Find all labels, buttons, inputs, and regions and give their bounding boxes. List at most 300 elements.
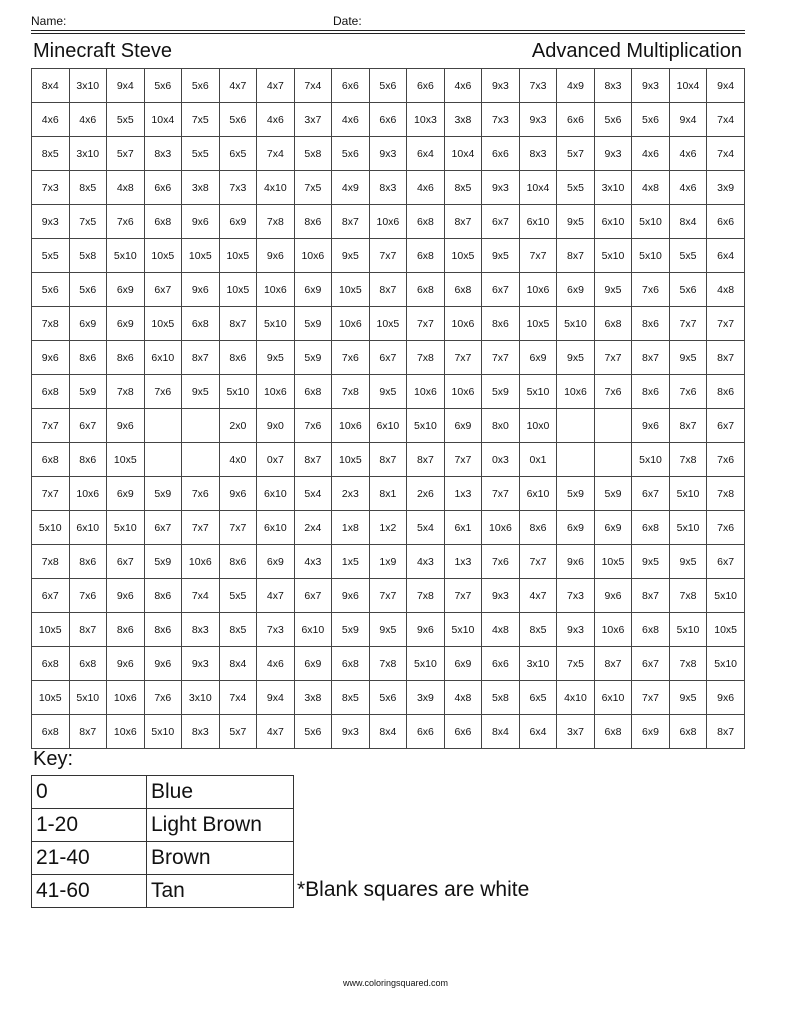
grid-row xyxy=(32,137,745,171)
grid-row xyxy=(32,239,745,273)
grid-cell: 9x3 xyxy=(369,137,407,171)
grid-cell: 7x6 xyxy=(482,545,520,579)
grid-cell: 0x7 xyxy=(257,443,295,477)
grid-cell: 6x7 xyxy=(107,545,145,579)
grid-cell: 4x10 xyxy=(257,171,295,205)
grid-row xyxy=(32,375,745,409)
grid-cell: 0x1 xyxy=(519,443,557,477)
color-key xyxy=(31,775,294,908)
grid-cell: 9x6 xyxy=(107,409,145,443)
grid-cell: 9x6 xyxy=(632,409,670,443)
key-range: 1-20 xyxy=(32,809,147,842)
grid-cell: 5x6 xyxy=(69,273,107,307)
grid-cell: 6x7 xyxy=(482,273,520,307)
grid-cell: 5x8 xyxy=(294,137,332,171)
grid-cell: 5x10 xyxy=(407,647,445,681)
grid-cell: 9x3 xyxy=(182,647,220,681)
grid-cell: 6x7 xyxy=(69,409,107,443)
grid-cell xyxy=(144,409,182,443)
grid-cell: 6x10 xyxy=(257,511,295,545)
grid-row xyxy=(32,443,745,477)
grid-cell: 3x9 xyxy=(407,681,445,715)
grid-cell: 6x10 xyxy=(369,409,407,443)
grid-cell: 6x9 xyxy=(107,307,145,341)
grid-cell: 7x6 xyxy=(707,511,745,545)
grid-cell: 6x7 xyxy=(369,341,407,375)
grid-cell: 6x9 xyxy=(69,307,107,341)
grid-cell: 10x6 xyxy=(444,307,482,341)
grid-cell: 9x4 xyxy=(257,681,295,715)
grid-cell: 3x10 xyxy=(594,171,632,205)
header-rule-top xyxy=(31,30,745,31)
grid-cell: 5x10 xyxy=(557,307,595,341)
grid-cell: 7x7 xyxy=(444,443,482,477)
grid-cell: 7x8 xyxy=(669,579,707,613)
grid-cell: 4x7 xyxy=(257,715,295,749)
grid-cell: 10x6 xyxy=(107,681,145,715)
grid-cell: 7x3 xyxy=(557,579,595,613)
grid-cell: 8x3 xyxy=(594,69,632,103)
grid-cell: 4x8 xyxy=(707,273,745,307)
header-rule-bottom xyxy=(31,33,745,34)
grid-cell: 8x7 xyxy=(669,409,707,443)
grid-cell: 7x6 xyxy=(144,375,182,409)
grid-cell: 7x4 xyxy=(707,103,745,137)
key-row xyxy=(32,842,294,875)
grid-cell: 7x8 xyxy=(669,443,707,477)
grid-cell: 6x8 xyxy=(407,239,445,273)
grid-cell: 5x10 xyxy=(107,239,145,273)
grid-cell: 9x3 xyxy=(482,69,520,103)
grid-cell: 7x6 xyxy=(144,681,182,715)
grid-cell: 9x5 xyxy=(332,239,370,273)
grid-cell: 10x5 xyxy=(594,545,632,579)
grid-cell: 8x6 xyxy=(107,341,145,375)
grid-cell: 7x6 xyxy=(707,443,745,477)
grid-cell: 5x6 xyxy=(669,273,707,307)
grid-cell xyxy=(557,409,595,443)
grid-cell: 5x10 xyxy=(632,239,670,273)
grid-cell: 8x6 xyxy=(69,341,107,375)
grid-cell: 6x9 xyxy=(219,205,257,239)
grid-cell: 10x0 xyxy=(519,409,557,443)
grid-cell: 5x10 xyxy=(669,613,707,647)
grid-cell: 6x8 xyxy=(594,715,632,749)
grid-cell: 7x4 xyxy=(219,681,257,715)
grid-cell: 6x6 xyxy=(144,171,182,205)
grid-cell: 5x5 xyxy=(669,239,707,273)
grid-cell: 6x10 xyxy=(519,205,557,239)
grid-cell: 6x5 xyxy=(219,137,257,171)
grid-cell: 8x4 xyxy=(219,647,257,681)
grid-cell: 4x6 xyxy=(32,103,70,137)
grid-cell: 10x5 xyxy=(519,307,557,341)
grid-cell: 6x6 xyxy=(407,715,445,749)
grid-row xyxy=(32,681,745,715)
grid-cell: 5x9 xyxy=(144,545,182,579)
grid-cell: 1x3 xyxy=(444,477,482,511)
grid-cell: 10x6 xyxy=(332,409,370,443)
grid-cell: 5x9 xyxy=(69,375,107,409)
grid-cell: 6x4 xyxy=(407,137,445,171)
grid-cell: 10x6 xyxy=(257,273,295,307)
grid-cell: 3x10 xyxy=(69,69,107,103)
grid-cell: 7x8 xyxy=(32,307,70,341)
grid-cell: 5x10 xyxy=(632,443,670,477)
grid-cell: 5x9 xyxy=(294,341,332,375)
grid-cell xyxy=(594,443,632,477)
grid-cell: 9x3 xyxy=(482,171,520,205)
grid-cell: 7x6 xyxy=(107,205,145,239)
grid-cell: 9x5 xyxy=(669,341,707,375)
grid-cell: 5x9 xyxy=(144,477,182,511)
multiplication-grid xyxy=(31,68,745,749)
grid-cell: 9x6 xyxy=(32,341,70,375)
grid-cell: 6x9 xyxy=(294,273,332,307)
grid-row xyxy=(32,477,745,511)
grid-cell: 8x6 xyxy=(519,511,557,545)
grid-cell: 5x5 xyxy=(219,579,257,613)
grid-cell: 6x6 xyxy=(444,715,482,749)
grid-cell: 10x5 xyxy=(219,239,257,273)
grid-cell: 5x9 xyxy=(557,477,595,511)
name-label: Name: xyxy=(31,14,67,28)
grid-cell: 7x5 xyxy=(182,103,220,137)
grid-cell: 7x7 xyxy=(182,511,220,545)
grid-cell: 10x5 xyxy=(332,273,370,307)
grid-cell: 9x6 xyxy=(182,205,220,239)
grid-cell: 7x7 xyxy=(669,307,707,341)
grid-cell: 8x5 xyxy=(444,171,482,205)
grid-cell: 8x7 xyxy=(407,443,445,477)
key-range: 41-60 xyxy=(32,875,147,908)
grid-cell: 10x6 xyxy=(482,511,520,545)
grid-row xyxy=(32,579,745,613)
grid-cell: 4x7 xyxy=(257,69,295,103)
grid-cell: 9x3 xyxy=(519,103,557,137)
grid-cell: 7x7 xyxy=(32,409,70,443)
grid-cell: 7x6 xyxy=(594,375,632,409)
grid-cell: 9x4 xyxy=(707,69,745,103)
grid-cell: 4x6 xyxy=(257,647,295,681)
grid-row xyxy=(32,409,745,443)
grid-cell: 9x6 xyxy=(144,647,182,681)
grid-cell: 9x3 xyxy=(557,613,595,647)
grid-cell: 4x8 xyxy=(632,171,670,205)
grid-cell: 9x3 xyxy=(332,715,370,749)
grid-cell: 6x7 xyxy=(294,579,332,613)
grid-cell: 6x8 xyxy=(407,205,445,239)
grid-cell: 3x8 xyxy=(294,681,332,715)
subject-title: Advanced Multiplication xyxy=(531,40,742,62)
grid-cell: 7x3 xyxy=(257,613,295,647)
key-color: Brown xyxy=(147,842,294,875)
grid-cell: 7x8 xyxy=(107,375,145,409)
grid-cell: 5x10 xyxy=(219,375,257,409)
grid-cell: 5x10 xyxy=(669,511,707,545)
grid-cell: 5x6 xyxy=(219,103,257,137)
grid-row xyxy=(32,205,745,239)
grid-cell: 5x6 xyxy=(32,273,70,307)
grid-cell: 8x7 xyxy=(69,613,107,647)
grid-cell: 8x7 xyxy=(294,443,332,477)
grid-cell: 5x10 xyxy=(594,239,632,273)
grid-cell: 6x5 xyxy=(519,681,557,715)
grid-cell: 9x5 xyxy=(482,239,520,273)
grid-cell: 10x3 xyxy=(407,103,445,137)
grid-cell: 4x6 xyxy=(669,137,707,171)
grid-cell: 9x3 xyxy=(594,137,632,171)
grid-cell: 7x8 xyxy=(369,647,407,681)
grid-cell: 10x5 xyxy=(32,613,70,647)
grid-cell: 6x8 xyxy=(669,715,707,749)
grid-cell: 6x8 xyxy=(69,647,107,681)
grid-cell: 4x9 xyxy=(557,69,595,103)
grid-cell: 5x6 xyxy=(632,103,670,137)
grid-row xyxy=(32,545,745,579)
blank-squares-note: *Blank squares are white xyxy=(297,878,530,901)
grid-cell: 6x9 xyxy=(444,647,482,681)
grid-cell: 5x6 xyxy=(294,715,332,749)
grid-cell: 3x10 xyxy=(69,137,107,171)
grid-cell: 7x6 xyxy=(294,409,332,443)
grid-cell: 6x9 xyxy=(294,647,332,681)
grid-cell: 9x6 xyxy=(332,579,370,613)
grid-cell: 10x5 xyxy=(444,239,482,273)
grid-cell: 6x7 xyxy=(32,579,70,613)
grid-cell: 8x7 xyxy=(707,715,745,749)
grid-cell: 8x7 xyxy=(557,239,595,273)
grid-cell: 7x7 xyxy=(632,681,670,715)
grid-cell: 9x5 xyxy=(369,375,407,409)
grid-cell: 5x9 xyxy=(332,613,370,647)
grid-cell: 5x7 xyxy=(107,137,145,171)
grid-cell: 7x3 xyxy=(32,171,70,205)
grid-cell: 7x3 xyxy=(519,69,557,103)
grid-cell: 4x7 xyxy=(219,69,257,103)
grid-cell: 6x10 xyxy=(144,341,182,375)
grid-cell: 9x5 xyxy=(557,205,595,239)
grid-cell: 6x8 xyxy=(407,273,445,307)
grid-cell: 5x9 xyxy=(294,307,332,341)
grid-cell: 8x5 xyxy=(332,681,370,715)
grid-cell: 6x8 xyxy=(182,307,220,341)
grid-cell: 6x6 xyxy=(407,69,445,103)
grid-cell: 10x5 xyxy=(332,443,370,477)
key-range: 0 xyxy=(32,776,147,809)
grid-cell: 10x4 xyxy=(519,171,557,205)
grid-cell: 5x6 xyxy=(182,69,220,103)
grid-cell: 7x8 xyxy=(257,205,295,239)
grid-cell: 7x7 xyxy=(482,341,520,375)
grid-cell: 6x6 xyxy=(482,647,520,681)
grid-cell: 6x8 xyxy=(594,307,632,341)
grid-cell xyxy=(182,443,220,477)
grid-cell: 8x6 xyxy=(707,375,745,409)
key-label: Key: xyxy=(33,748,74,770)
grid-cell: 6x6 xyxy=(332,69,370,103)
grid-cell: 7x5 xyxy=(294,171,332,205)
grid-cell: 9x6 xyxy=(257,239,295,273)
grid-cell: 6x9 xyxy=(519,341,557,375)
grid-cell: 4x8 xyxy=(107,171,145,205)
grid-cell: 9x5 xyxy=(632,545,670,579)
grid-cell: 5x10 xyxy=(107,511,145,545)
grid-cell: 3x10 xyxy=(182,681,220,715)
grid-cell: 9x4 xyxy=(669,103,707,137)
grid-cell: 7x6 xyxy=(69,579,107,613)
grid-cell: 8x6 xyxy=(144,579,182,613)
grid-cell: 6x7 xyxy=(707,545,745,579)
grid-cell: 8x4 xyxy=(369,715,407,749)
grid-cell: 8x6 xyxy=(144,613,182,647)
grid-cell: 7x3 xyxy=(219,171,257,205)
grid-cell: 6x6 xyxy=(557,103,595,137)
grid-cell: 5x10 xyxy=(144,715,182,749)
grid-cell: 10x6 xyxy=(182,545,220,579)
grid-cell: 6x7 xyxy=(632,647,670,681)
key-range: 21-40 xyxy=(32,842,147,875)
grid-cell: 7x8 xyxy=(407,341,445,375)
grid-cell: 7x6 xyxy=(669,375,707,409)
grid-cell: 7x6 xyxy=(632,273,670,307)
key-row xyxy=(32,809,294,842)
grid-cell: 7x5 xyxy=(557,647,595,681)
grid-cell: 10x5 xyxy=(707,613,745,647)
grid-cell: 6x6 xyxy=(707,205,745,239)
grid-cell: 9x5 xyxy=(669,681,707,715)
grid-cell: 8x4 xyxy=(669,205,707,239)
grid-cell: 1x9 xyxy=(369,545,407,579)
grid-cell: 9x6 xyxy=(219,477,257,511)
grid-cell: 7x7 xyxy=(707,307,745,341)
grid-cell: 6x8 xyxy=(632,613,670,647)
grid-cell: 6x8 xyxy=(32,647,70,681)
grid-cell: 10x6 xyxy=(444,375,482,409)
grid-cell: 6x8 xyxy=(632,511,670,545)
grid-cell: 6x8 xyxy=(32,443,70,477)
grid-cell: 7x3 xyxy=(482,103,520,137)
grid-cell: 6x9 xyxy=(444,409,482,443)
grid-cell: 5x6 xyxy=(594,103,632,137)
grid-cell: 7x7 xyxy=(32,477,70,511)
grid-cell: 4x7 xyxy=(519,579,557,613)
grid-cell: 4x6 xyxy=(407,171,445,205)
grid-cell: 5x6 xyxy=(369,69,407,103)
grid-cell: 7x4 xyxy=(182,579,220,613)
grid-cell: 7x8 xyxy=(707,477,745,511)
grid-cell: 10x6 xyxy=(69,477,107,511)
grid-cell: 6x1 xyxy=(444,511,482,545)
grid-cell: 8x6 xyxy=(632,375,670,409)
grid-row xyxy=(32,69,745,103)
grid-cell: 9x6 xyxy=(107,647,145,681)
grid-cell: 10x4 xyxy=(144,103,182,137)
grid-cell: 4x6 xyxy=(69,103,107,137)
grid-cell: 2x4 xyxy=(294,511,332,545)
key-color: Blue xyxy=(147,776,294,809)
grid-cell: 8x7 xyxy=(707,341,745,375)
grid-cell: 5x6 xyxy=(369,681,407,715)
grid-cell: 5x10 xyxy=(32,511,70,545)
grid-cell: 4x8 xyxy=(444,681,482,715)
grid-cell: 9x5 xyxy=(557,341,595,375)
grid-cell xyxy=(182,409,220,443)
grid-cell: 6x9 xyxy=(107,273,145,307)
grid-cell: 8x6 xyxy=(107,613,145,647)
grid-cell: 5x9 xyxy=(594,477,632,511)
grid-cell: 5x10 xyxy=(707,647,745,681)
grid-cell: 7x8 xyxy=(32,545,70,579)
grid-cell: 8x3 xyxy=(144,137,182,171)
grid-cell: 5x5 xyxy=(32,239,70,273)
grid-cell: 10x6 xyxy=(294,239,332,273)
grid-cell: 7x7 xyxy=(482,477,520,511)
grid-cell: 3x8 xyxy=(182,171,220,205)
grid-row xyxy=(32,273,745,307)
grid-cell: 6x9 xyxy=(107,477,145,511)
grid-cell: 5x10 xyxy=(669,477,707,511)
key-row xyxy=(32,776,294,809)
grid-cell: 10x5 xyxy=(144,239,182,273)
footer-url: www.coloringsquared.com xyxy=(342,978,449,988)
grid-cell: 5x6 xyxy=(332,137,370,171)
grid-cell: 4x9 xyxy=(332,171,370,205)
grid-cell: 8x1 xyxy=(369,477,407,511)
grid-row xyxy=(32,647,745,681)
key-color: Tan xyxy=(147,875,294,908)
grid-cell: 10x5 xyxy=(219,273,257,307)
grid-row xyxy=(32,171,745,205)
grid-cell: 9x5 xyxy=(369,613,407,647)
grid-cell xyxy=(594,409,632,443)
grid-cell: 9x5 xyxy=(257,341,295,375)
grid-cell: 6x10 xyxy=(69,511,107,545)
grid-cell: 10x5 xyxy=(107,443,145,477)
grid-cell: 8x7 xyxy=(594,647,632,681)
grid-cell: 4x6 xyxy=(444,69,482,103)
grid-cell: 5x5 xyxy=(557,171,595,205)
grid-cell: 8x6 xyxy=(219,545,257,579)
grid-cell: 5x10 xyxy=(444,613,482,647)
grid-cell: 6x8 xyxy=(32,715,70,749)
grid-cell: 6x4 xyxy=(519,715,557,749)
grid-row xyxy=(32,307,745,341)
grid-cell: 8x7 xyxy=(332,205,370,239)
grid-cell: 4x8 xyxy=(482,613,520,647)
grid-cell: 8x7 xyxy=(369,443,407,477)
grid-cell: 5x8 xyxy=(69,239,107,273)
grid-cell: 7x7 xyxy=(407,307,445,341)
grid-cell: 6x9 xyxy=(257,545,295,579)
grid-cell: 6x7 xyxy=(144,511,182,545)
grid-cell: 8x5 xyxy=(32,137,70,171)
grid-cell: 5x5 xyxy=(107,103,145,137)
grid-cell: 9x0 xyxy=(257,409,295,443)
grid-cell: 1x2 xyxy=(369,511,407,545)
grid-cell: 6x8 xyxy=(444,273,482,307)
grid-cell: 5x10 xyxy=(407,409,445,443)
grid-cell: 5x6 xyxy=(144,69,182,103)
grid-cell: 5x7 xyxy=(219,715,257,749)
grid-cell: 4x3 xyxy=(407,545,445,579)
grid-cell xyxy=(144,443,182,477)
grid-cell: 7x7 xyxy=(519,545,557,579)
grid-cell: 8x0 xyxy=(482,409,520,443)
grid-cell: 8x7 xyxy=(632,579,670,613)
grid-cell: 5x10 xyxy=(707,579,745,613)
grid-cell: 3x9 xyxy=(707,171,745,205)
